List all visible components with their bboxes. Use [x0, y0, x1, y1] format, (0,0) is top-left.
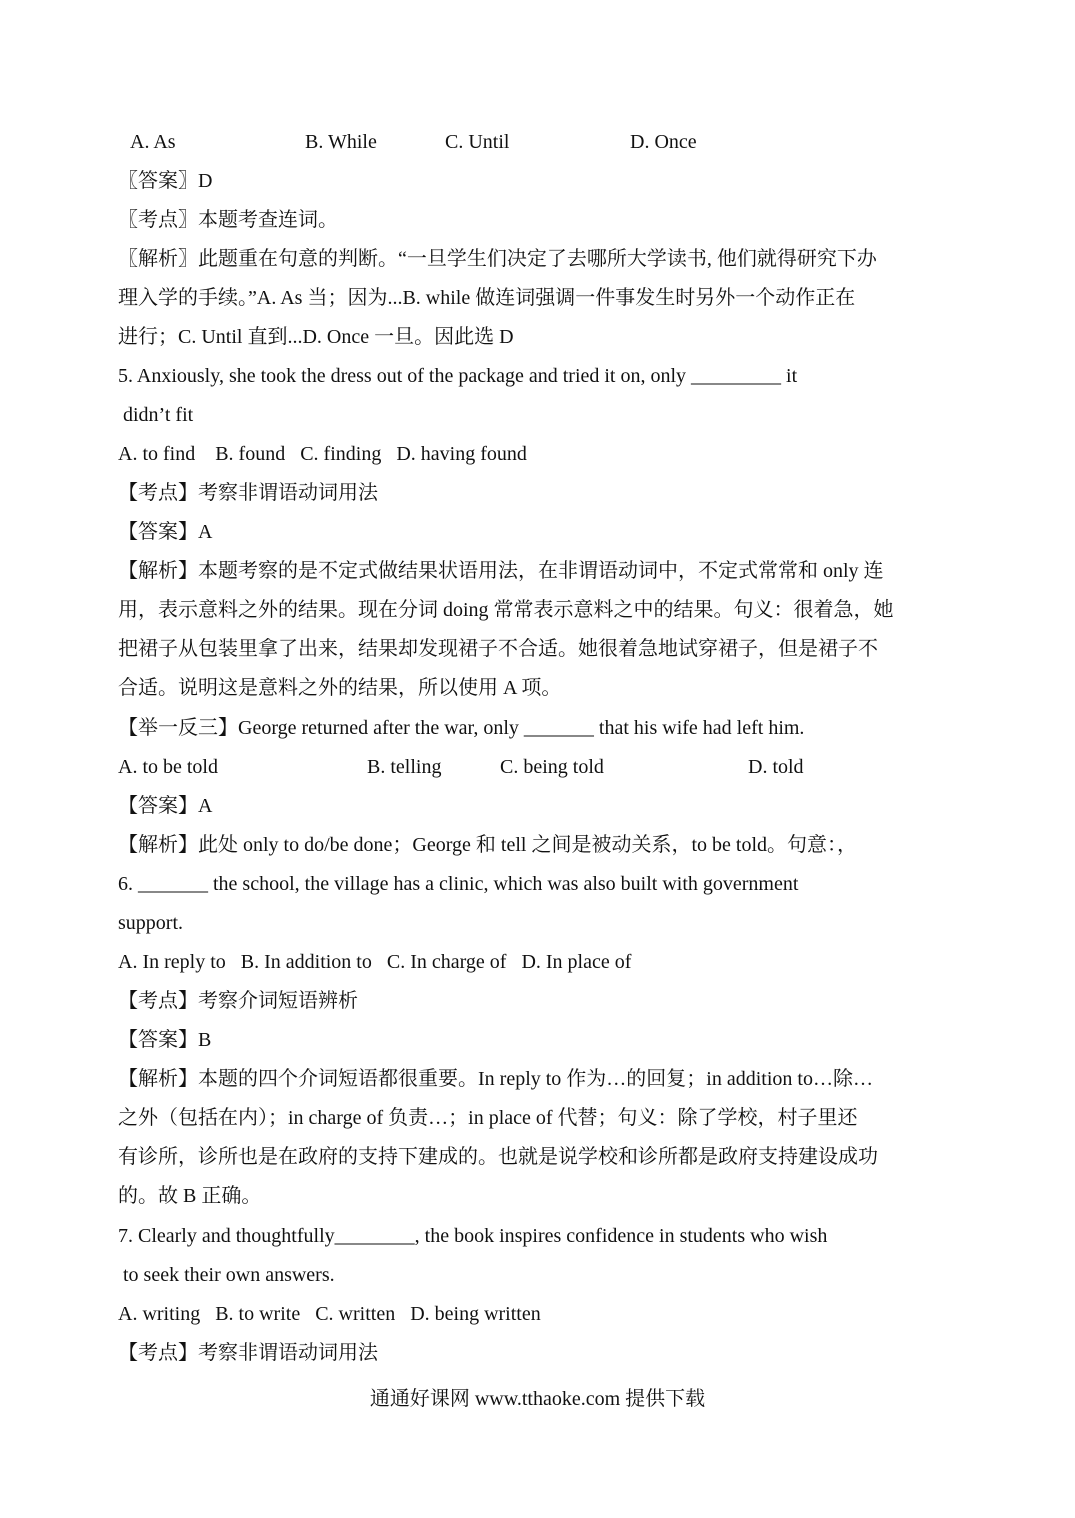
q5-analysis-line-4: 合适。说明这是意料之外的结果，所以使用 A 项。	[118, 677, 562, 699]
q6-point: 【考点】考察介词短语辨析	[118, 990, 358, 1012]
q5-extra-stem: 【举一反三】George returned after the war, only _______ that his wife had left him.	[118, 717, 805, 739]
q5-point: 【考点】考察非谓语动词用法	[118, 482, 378, 504]
q5-extra-option-c: C. being told	[500, 756, 604, 778]
q6-analysis-line-1: 【解析】本题的四个介词短语都很重要。In reply to 作为…的回复；in addition to…除…	[118, 1068, 873, 1090]
q4-option-d: D. Once	[630, 131, 697, 153]
q5-extra-option-a: A. to be told	[118, 756, 218, 778]
q4-option-c: C. Until	[445, 131, 510, 153]
q6-answer: 【答案】B	[118, 1029, 212, 1051]
q7-stem-line-1: 7. Clearly and thoughtfully________, the book inspires confidence in students who wish	[118, 1225, 828, 1247]
q6-analysis-line-3: 有诊所，诊所也是在政府的支持下建成的。也就是说学校和诊所都是政府支持建设成功	[118, 1146, 878, 1168]
q5-extra-answer: 【答案】A	[118, 795, 213, 817]
q5-analysis-line-1: 【解析】本题考察的是不定式做结果状语用法，在非谓语动词中，不定式常常和 only 连	[118, 560, 884, 582]
q6-options: A. In reply to B. In addition to C. In charge of D. In place of	[118, 951, 632, 973]
q7-point: 【考点】考察非谓语动词用法	[118, 1342, 378, 1364]
q4-option-a: A. As	[130, 131, 176, 153]
q4-analysis-line-2: 理入学的手续。”A. As 当；因为...B. while 做连词强调一件事发生时另外一个动作正在	[118, 287, 856, 309]
q4-analysis-line-1: 〖解析〗此题重在句意的判断。“一旦学生们决定了去哪所大学读书, 他们就得研究下办	[118, 248, 877, 270]
q5-analysis-line-2: 用，表示意料之外的结果。现在分词 doing 常常表示意料之中的结果。句义：很着急，她	[118, 599, 894, 621]
q5-options: A. to find B. found C. finding D. having found	[118, 443, 527, 465]
q6-analysis-line-4: 的。故 B 正确。	[118, 1185, 262, 1207]
q5-answer: 【答案】A	[118, 521, 213, 543]
q4-point: 〖考点〗本题考查连词。	[118, 209, 338, 231]
q5-stem-line-2: didn’t fit	[118, 404, 194, 426]
q5-extra-analysis: 【解析】此处 only to do/be done；George 和 tell 之间是被动关系，to be told。句意：，	[118, 834, 858, 856]
q5-extra-option-d: D. told	[748, 756, 804, 778]
q5-stem-line-1: 5. Anxiously, she took the dress out of the package and tried it on, only _________ it	[118, 365, 798, 387]
q4-answer: 〖答案〗D	[118, 170, 213, 192]
q6-analysis-line-2: 之外（包括在内）；in charge of 负责…；in place of 代替；句义：除了学校，村子里还	[118, 1107, 858, 1129]
q6-stem-line-1: 6. _______ the school, the village has a clinic, which was also built with government	[118, 873, 799, 895]
q7-stem-line-2: to seek their own answers.	[118, 1264, 335, 1286]
q4-option-b: B. While	[305, 131, 377, 153]
q5-extra-option-b: B. telling	[367, 756, 442, 778]
page-footer: 通通好课网 www.tthaoke.com 提供下载	[369, 1388, 706, 1410]
q7-options: A. writing B. to write C. written D. being written	[118, 1303, 541, 1325]
q5-analysis-line-3: 把裙子从包装里拿了出来，结果却发现裙子不合适。她很着急地试穿裙子，但是裙子不	[118, 638, 878, 660]
q6-stem-line-2: support.	[118, 912, 183, 934]
q4-analysis-line-3: 进行；C. Until 直到...D. Once 一旦。因此选 D	[118, 326, 514, 348]
